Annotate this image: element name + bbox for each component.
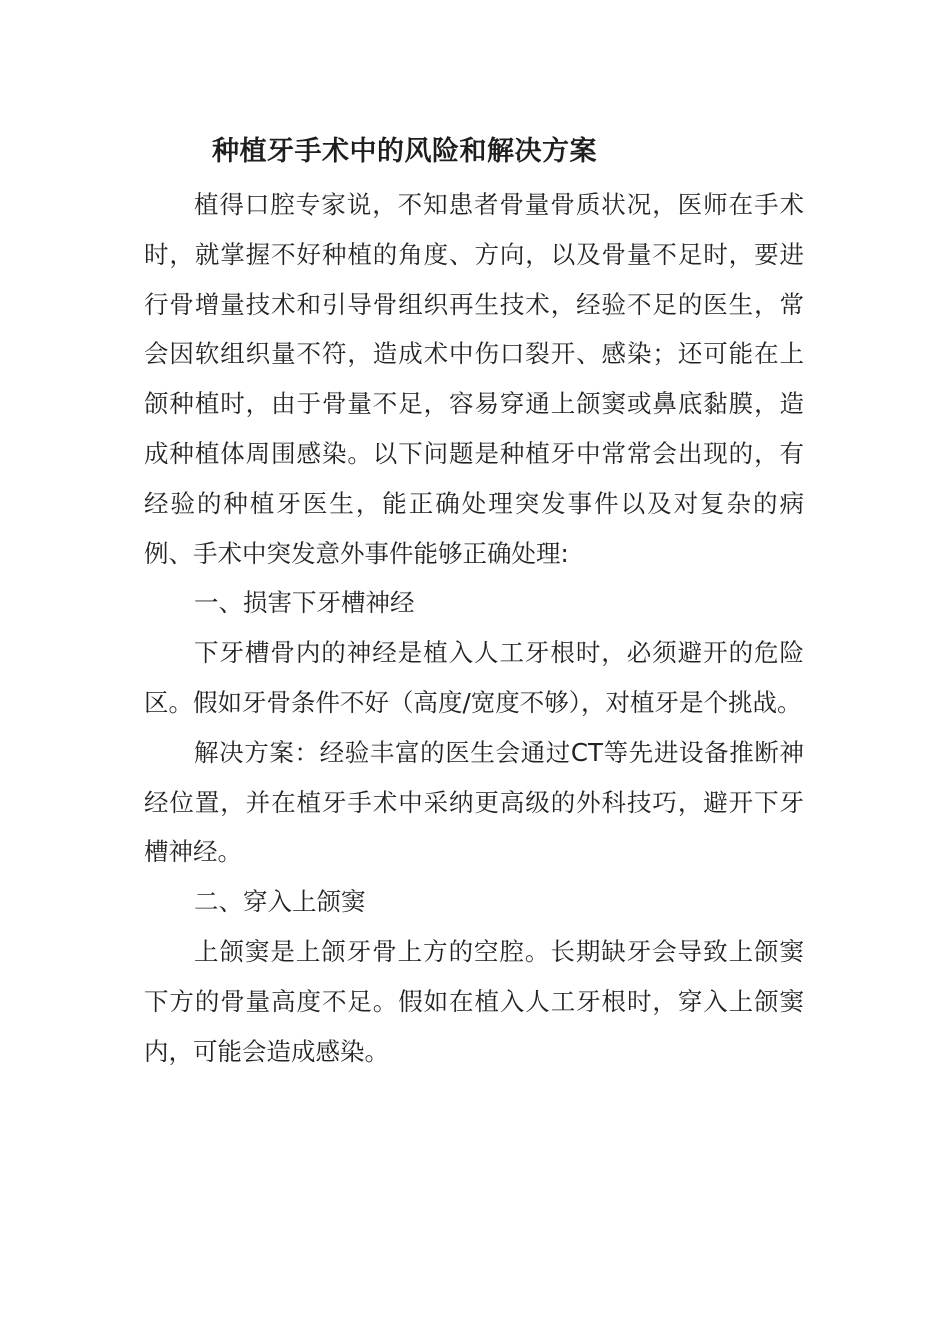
document-title: 种植牙手术中的风险和解决方案 [212,136,597,167]
section-1-paragraph-2: 解决方案：经验丰富的医生会通过CT等先进设备推断神经位置，并在植牙手术中采纳更高级的外科技巧，避开下牙槽神经。 [144,737,804,867]
section-heading-2: 二、穿入上颌窦 [194,887,366,917]
section-2-paragraph-1: 上颌窦是上颌牙骨上方的空腔。长期缺牙会导致上颌窦下方的骨量高度不足。假如在植入人工牙根时，穿入上颌窦内，可能会造成感染。 [144,936,804,1066]
document-body [144,180,804,1076]
intro-paragraph: 植得口腔专家说，不知患者骨量骨质状况，医师在手术时，就掌握不好种植的角度、方向，以及骨量不足时，要进行骨增量技术和引导骨组织再生技术，经验不足的医生，常会因软组织量不符，造成术中伤口裂开、感染；还可能在上颌种植时，由于骨量不足，容易穿通上颌窦或鼻底黏膜，造成种植体周围感染。以下问题是种植牙中常常会出现的，有经验的种植牙医生，能正确处理突发事件以及对复杂的病例、手术中突发意外事件能够正确处理: [144,190,804,568]
section-1-paragraph-1: 下牙槽骨内的神经是植入人工牙根时，必须避开的危险区。假如牙骨条件不好（高度/宽度不够），对植牙是个挑战。 [144,638,804,717]
section-heading-1: 一、损害下牙槽神经 [194,588,415,618]
